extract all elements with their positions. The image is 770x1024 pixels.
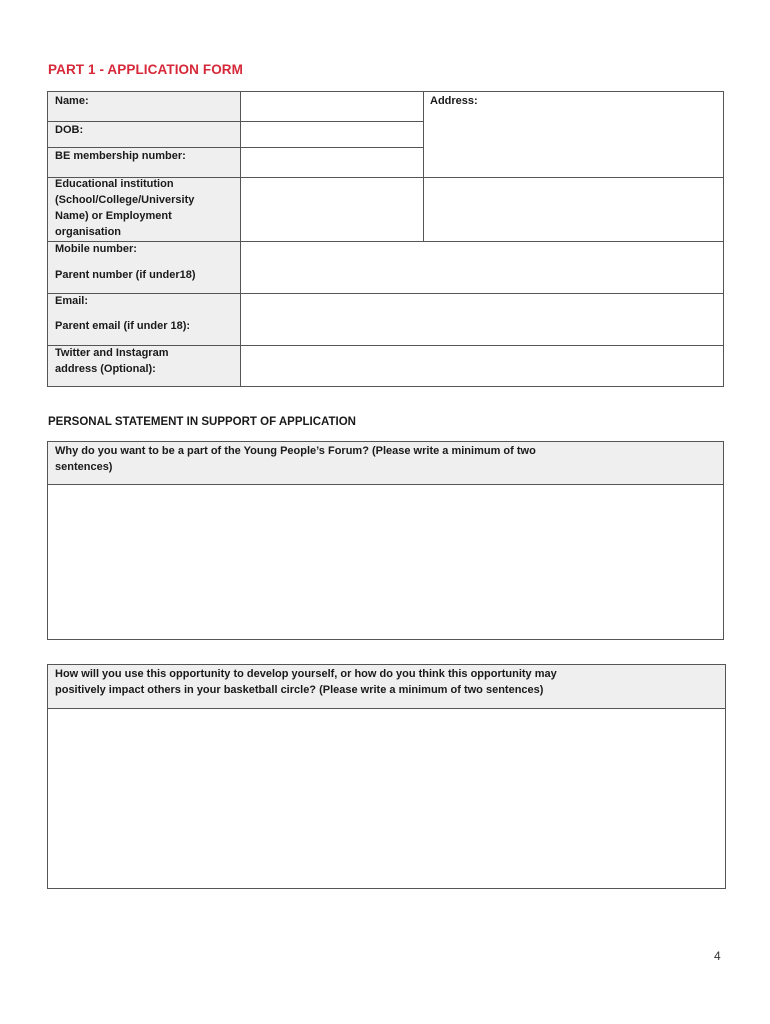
mobile-input-cell[interactable] <box>240 241 724 294</box>
question-1-line-1: Why do you want to be a part of the Young People’s Forum? (Please write a minimum of two <box>55 445 536 457</box>
social-label-line-2: address (Optional): <box>55 363 156 375</box>
answer-2-area[interactable] <box>47 708 726 889</box>
edu-input-cell[interactable] <box>240 177 424 242</box>
name-input-cell[interactable] <box>240 91 424 122</box>
dob-label: DOB: <box>55 124 84 136</box>
dob-input-cell[interactable] <box>240 121 424 148</box>
email-input-cell[interactable] <box>240 293 724 346</box>
email-label: Email: <box>55 295 89 307</box>
be-input-cell[interactable] <box>240 147 424 178</box>
mobile-label: Mobile number: <box>55 243 137 255</box>
question-2-line-1: How will you use this opportunity to develop yourself, or how do you think this opportunity may <box>55 668 557 680</box>
answer-1-area[interactable] <box>47 484 724 640</box>
question-2-line-2: positively impact others in your basketball circle? (Please write a minimum of two sentences) <box>55 684 544 696</box>
social-label-line-1: Twitter and Instagram <box>55 347 169 359</box>
name-label: Name: <box>55 95 89 107</box>
edu-label-line-1: Educational institution <box>55 178 174 190</box>
edu-extra-cell[interactable] <box>423 177 724 242</box>
edu-label-line-2: (School/College/University <box>55 194 195 206</box>
social-input-cell[interactable] <box>240 345 724 387</box>
parent-number-label: Parent number (if under18) <box>55 269 196 281</box>
address-label: Address: <box>430 95 478 107</box>
page-number: 4 <box>714 949 721 963</box>
edu-label-line-3: Name) or Employment <box>55 210 172 222</box>
form-title: PART 1 - APPLICATION FORM <box>48 62 243 77</box>
be-membership-label: BE membership number: <box>55 150 186 162</box>
edu-label-line-4: organisation <box>55 226 122 238</box>
parent-email-label: Parent email (if under 18): <box>55 320 191 332</box>
statement-heading: PERSONAL STATEMENT IN SUPPORT OF APPLICATION <box>48 416 356 428</box>
question-1-line-2: sentences) <box>55 461 113 473</box>
